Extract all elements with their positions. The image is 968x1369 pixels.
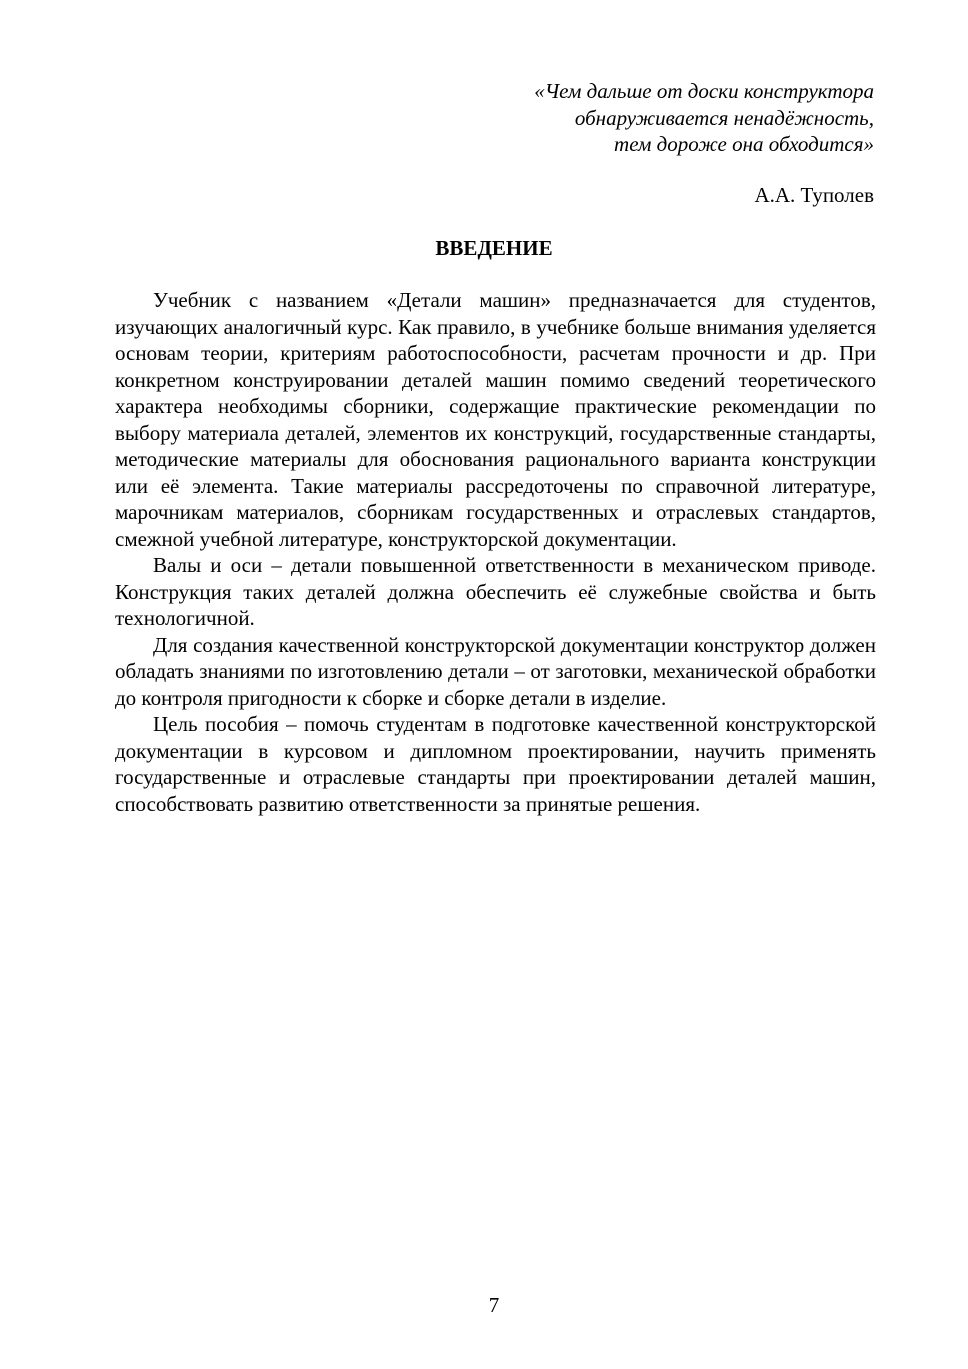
epigraph-line: обнаруживается ненадёжность,	[574, 105, 874, 130]
paragraph: Для создания качественной конструкторской документации конструктор должен обладать знаниями по изготовлению детали – от заготовки, механической обработки до контроля пригодности к сборке и сборке детали в изделие.	[115, 632, 876, 710]
paragraph: Валы и оси – детали повышенной ответственности в механическом приводе. Конструкция таких деталей должна обеспечить её служебные свойства и быть технологичной.	[115, 553, 876, 630]
paragraph: Цель пособия – помочь студентам в подготовке качественной конструкторской документации в курсовом и дипломном проектировании, научить применять государственные и отраслевые стандарты при проектировании деталей машин, способствовать развитию ответственности за принятые решения.	[115, 712, 876, 816]
epigraph-line: «Чем дальше от доски конструктора	[534, 79, 874, 103]
epigraph	[274, 78, 874, 158]
epigraph-author: А.А. Туполев	[754, 183, 874, 207]
section-title: ВВЕДЕНИЕ	[435, 236, 553, 260]
page-number: 7	[488, 1293, 500, 1317]
paragraph: Учебник с названием «Детали машин» предназначается для студентов, изучающих аналогичный курс. Как правило, в учебнике больше внимания уделяется основам теории, критериям работоспособности, расчетам прочности и др. При конкретном конструировании деталей машин помимо сведений теоретического характера необходимы сборники, содержащие практические рекомендации по выбору материала деталей, элементов их конструкций, государственные стандарты, методические материалы для обоснования рационального варианта конструкции или её элемента. Такие материалы рассредоточены по справочной литературе, марочникам материалов, сборникам государственных и отраслевых стандартов, смежной учебной литературе, конструкторской документации.	[115, 288, 876, 551]
epigraph-line: тем дороже она обходится»	[614, 132, 874, 156]
section-body	[115, 287, 876, 817]
